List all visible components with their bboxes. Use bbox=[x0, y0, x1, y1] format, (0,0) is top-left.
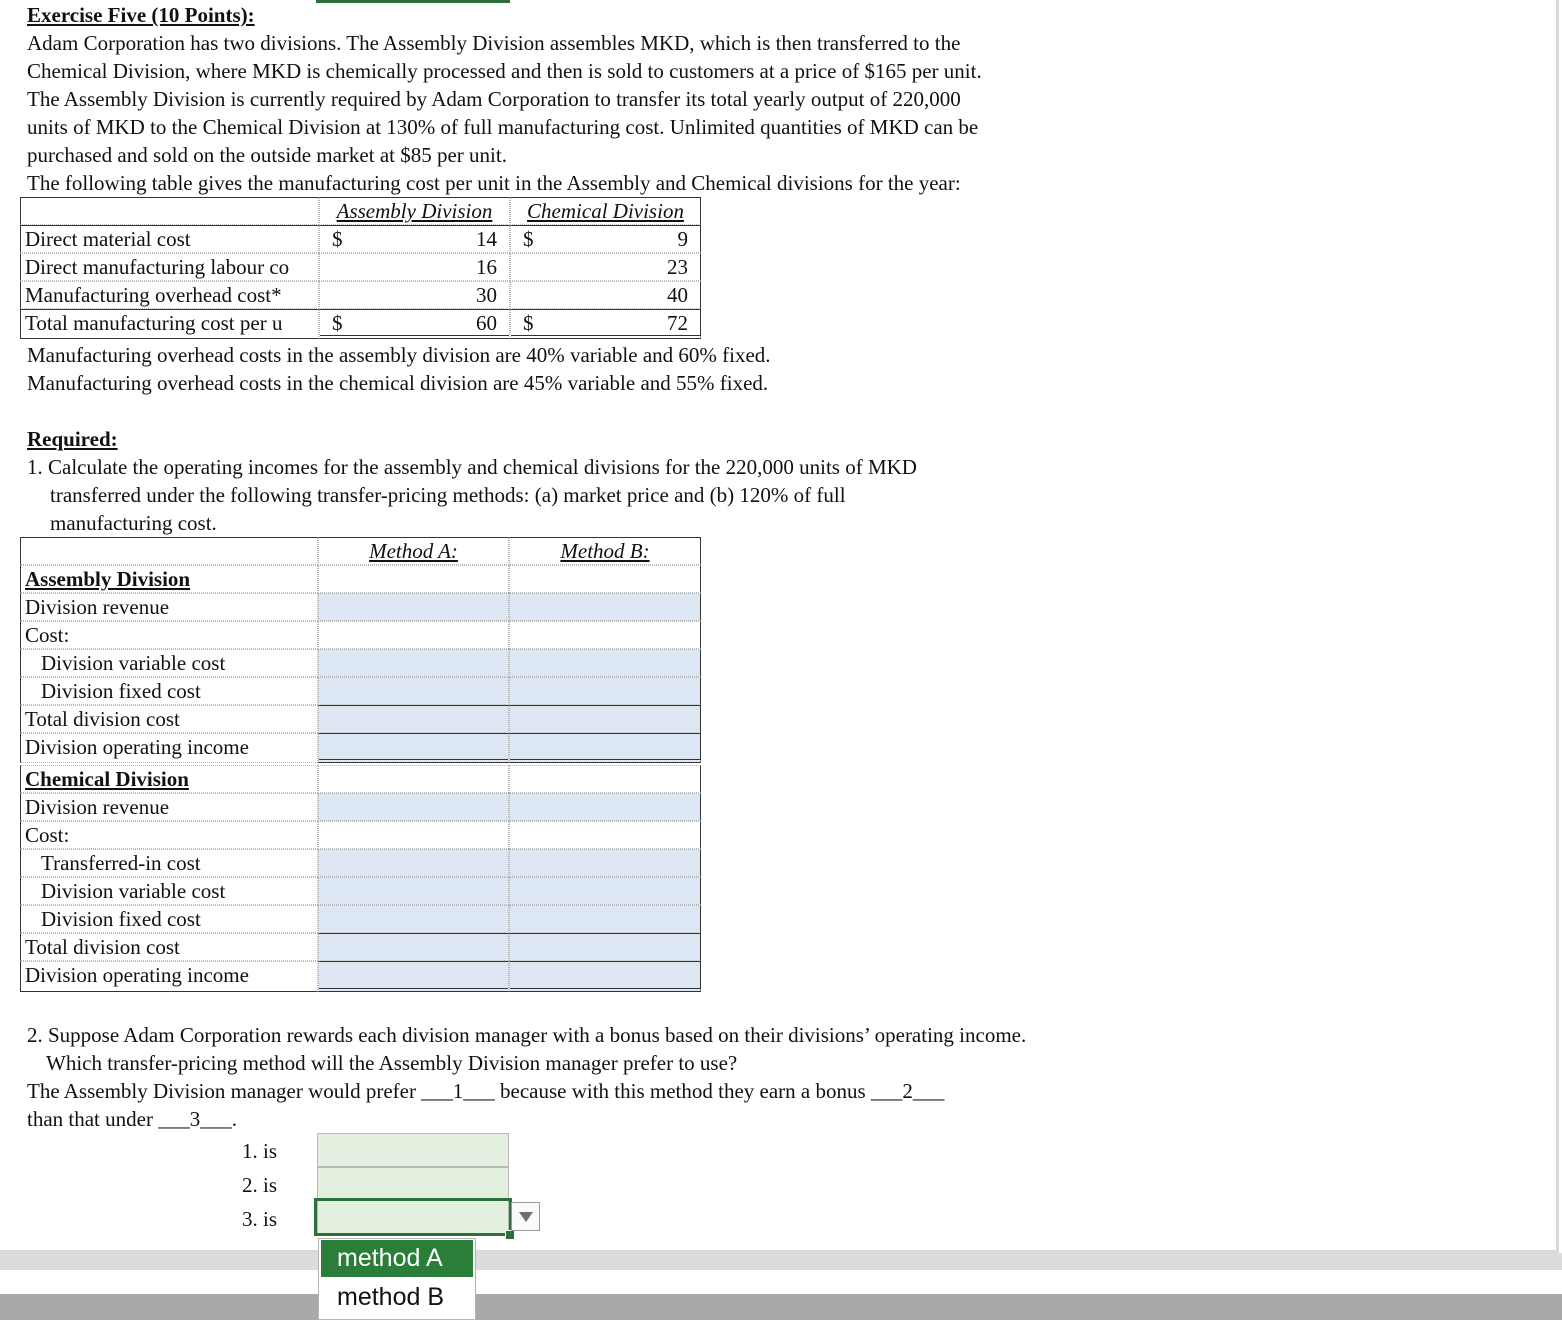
assembly-total-value: 60 bbox=[476, 311, 497, 335]
cost-row-label[interactable]: Manufacturing overhead cost* bbox=[20, 281, 319, 309]
answer-2-input[interactable] bbox=[317, 1167, 509, 1200]
assembly-total-method-a[interactable] bbox=[318, 705, 509, 733]
assembly-labour-cost[interactable]: 16 bbox=[319, 253, 510, 281]
chemical-transferred-method-b[interactable] bbox=[509, 849, 701, 877]
cost-table-corner[interactable] bbox=[20, 197, 319, 225]
horizontal-scrollbar[interactable] bbox=[0, 1253, 1562, 1270]
answer-label: 1. is bbox=[242, 1139, 278, 1163]
assembly-fixed-method-b[interactable] bbox=[509, 677, 701, 705]
overhead-note: Manufacturing overhead costs in the assembly division are 40% variable and 60% fixed. bbox=[27, 343, 771, 367]
chemical-material-value: 9 bbox=[677, 227, 688, 251]
assembly-variable-method-a[interactable] bbox=[318, 649, 509, 677]
assembly-row-label[interactable]: Division revenue bbox=[20, 593, 318, 621]
question-1-line: manufacturing cost. bbox=[50, 511, 217, 535]
currency-symbol: $ bbox=[523, 227, 534, 251]
chemical-total-value: 72 bbox=[667, 311, 688, 335]
question-2-line: Which transfer-pricing method will the Assembly Division manager prefer to use? bbox=[46, 1051, 738, 1075]
currency-symbol: $ bbox=[332, 311, 343, 335]
answer-cell[interactable] bbox=[318, 621, 509, 649]
dropdown-option-method-b[interactable]: method B bbox=[337, 1283, 445, 1311]
assembly-revenue-method-b[interactable] bbox=[509, 593, 701, 621]
intro-line: purchased and sold on the outside market at $85 per unit. bbox=[27, 143, 507, 167]
dropdown-arrow-button[interactable] bbox=[511, 1202, 540, 1231]
assembly-material-value: 14 bbox=[476, 227, 497, 251]
cost-row-label[interactable]: Total manufacturing cost per u bbox=[20, 309, 319, 339]
assembly-fixed-method-a[interactable] bbox=[318, 677, 509, 705]
chemical-row-label[interactable]: Division revenue bbox=[20, 793, 318, 821]
chemical-revenue-method-b[interactable] bbox=[509, 793, 701, 821]
intro-line: The Assembly Division is currently required by Adam Corporation to transfer its total yearly output of 220,000 bbox=[27, 87, 961, 111]
assembly-row-label[interactable]: Division fixed cost bbox=[20, 677, 318, 705]
assembly-material-cost[interactable] bbox=[319, 225, 510, 253]
header-assembly[interactable]: Assembly Division bbox=[319, 197, 510, 225]
chemical-variable-method-b[interactable] bbox=[509, 877, 701, 905]
assembly-revenue-method-a[interactable] bbox=[318, 593, 509, 621]
assembly-income-method-b[interactable] bbox=[509, 733, 701, 763]
assembly-section-title[interactable]: Assembly Division bbox=[20, 565, 318, 593]
question-2-line: The Assembly Division manager would prefer ___1___ because with this method they earn a bonus ___2___ bbox=[27, 1079, 945, 1103]
chemical-variable-method-a[interactable] bbox=[318, 877, 509, 905]
chemical-fixed-method-b[interactable] bbox=[509, 905, 701, 933]
chemical-revenue-method-a[interactable] bbox=[318, 793, 509, 821]
answer-table-corner[interactable] bbox=[20, 537, 318, 565]
question-2-line: 2. Suppose Adam Corporation rewards each division manager with a bonus based on their divisions’ operating income. bbox=[27, 1023, 1027, 1047]
assembly-row-label[interactable]: Cost: bbox=[20, 621, 318, 649]
answer-cell[interactable] bbox=[318, 565, 509, 593]
assembly-row-label[interactable]: Total division cost bbox=[20, 705, 318, 733]
assembly-income-method-a[interactable] bbox=[318, 733, 509, 763]
answer-cell[interactable] bbox=[509, 765, 701, 793]
chemical-income-method-a[interactable] bbox=[318, 961, 509, 992]
header-method-a[interactable]: Method A: bbox=[318, 537, 509, 565]
exercise-title: Exercise Five (10 Points): bbox=[27, 3, 255, 27]
chemical-total-method-a[interactable] bbox=[318, 933, 509, 961]
chemical-row-label[interactable]: Division fixed cost bbox=[20, 905, 318, 933]
chemical-total-cost[interactable] bbox=[510, 309, 701, 339]
intro-line: The following table gives the manufacturing cost per unit in the Assembly and Chemical divisions for the year: bbox=[27, 171, 961, 195]
cost-row-label[interactable]: Direct manufacturing labour co bbox=[20, 253, 319, 281]
assembly-row-label[interactable]: Division operating income bbox=[20, 733, 318, 763]
answer-cell[interactable] bbox=[318, 821, 509, 849]
answer-1-input[interactable] bbox=[317, 1133, 509, 1167]
required-title: Required: bbox=[27, 427, 118, 451]
question-1-line: transferred under the following transfer-pricing methods: (a) market price and (b) 120% of full bbox=[50, 483, 846, 507]
chemical-row-label[interactable]: Division variable cost bbox=[20, 877, 318, 905]
selection-indicator bbox=[316, 0, 510, 3]
assembly-overhead-cost[interactable]: 30 bbox=[319, 281, 510, 309]
chemical-income-method-b[interactable] bbox=[509, 961, 701, 992]
status-bar bbox=[0, 1294, 1562, 1320]
answer-cell[interactable] bbox=[509, 821, 701, 849]
cost-row-label[interactable]: Direct material cost bbox=[20, 225, 319, 253]
chemical-labour-cost[interactable]: 23 bbox=[510, 253, 701, 281]
chemical-total-method-b[interactable] bbox=[509, 933, 701, 961]
assembly-total-method-b[interactable] bbox=[509, 705, 701, 733]
chemical-row-label[interactable]: Division operating income bbox=[20, 961, 318, 992]
chemical-row-label[interactable]: Total division cost bbox=[20, 933, 318, 961]
chemical-material-cost[interactable] bbox=[510, 225, 701, 253]
chemical-overhead-cost[interactable]: 40 bbox=[510, 281, 701, 309]
header-method-b[interactable]: Method B: bbox=[509, 537, 701, 565]
chemical-section-title[interactable]: Chemical Division bbox=[20, 765, 318, 793]
currency-symbol: $ bbox=[523, 311, 534, 335]
header-chemical[interactable]: Chemical Division bbox=[510, 197, 701, 225]
assembly-total-cost[interactable] bbox=[319, 309, 510, 339]
overhead-note: Manufacturing overhead costs in the chemical division are 45% variable and 55% fixed. bbox=[27, 371, 769, 395]
answer-label: 2. is bbox=[242, 1173, 278, 1197]
chemical-fixed-method-a[interactable] bbox=[318, 905, 509, 933]
active-cell-outline bbox=[314, 1198, 512, 1236]
dropdown-option-method-a[interactable]: method A bbox=[321, 1240, 473, 1277]
intro-line: Adam Corporation has two divisions. The Assembly Division assembles MKD, which is then transferred to the bbox=[27, 31, 961, 55]
question-1-line: 1. Calculate the operating incomes for the assembly and chemical divisions for the 220,000 units of MKD bbox=[27, 455, 917, 479]
chemical-row-label[interactable]: Cost: bbox=[20, 821, 318, 849]
dropdown-listbox[interactable] bbox=[318, 1238, 476, 1320]
chemical-transferred-method-a[interactable] bbox=[318, 849, 509, 877]
chevron-down-icon bbox=[519, 1212, 533, 1222]
answer-cell[interactable] bbox=[509, 565, 701, 593]
question-2-line: than that under ___3___. bbox=[27, 1107, 237, 1131]
answer-label: 3. is bbox=[242, 1207, 278, 1231]
assembly-variable-method-b[interactable] bbox=[509, 649, 701, 677]
answer-cell[interactable] bbox=[318, 765, 509, 793]
chemical-row-label[interactable]: Transferred-in cost bbox=[20, 849, 318, 877]
assembly-row-label[interactable]: Division variable cost bbox=[20, 649, 318, 677]
intro-line: units of MKD to the Chemical Division at 130% of full manufacturing cost. Unlimited quantities of MKD can be bbox=[27, 115, 979, 139]
fill-handle[interactable] bbox=[505, 1230, 515, 1240]
currency-symbol: $ bbox=[332, 227, 343, 251]
answer-cell[interactable] bbox=[509, 621, 701, 649]
intro-line: Chemical Division, where MKD is chemically processed and then is sold to customers at a price of $165 per unit. bbox=[27, 59, 982, 83]
